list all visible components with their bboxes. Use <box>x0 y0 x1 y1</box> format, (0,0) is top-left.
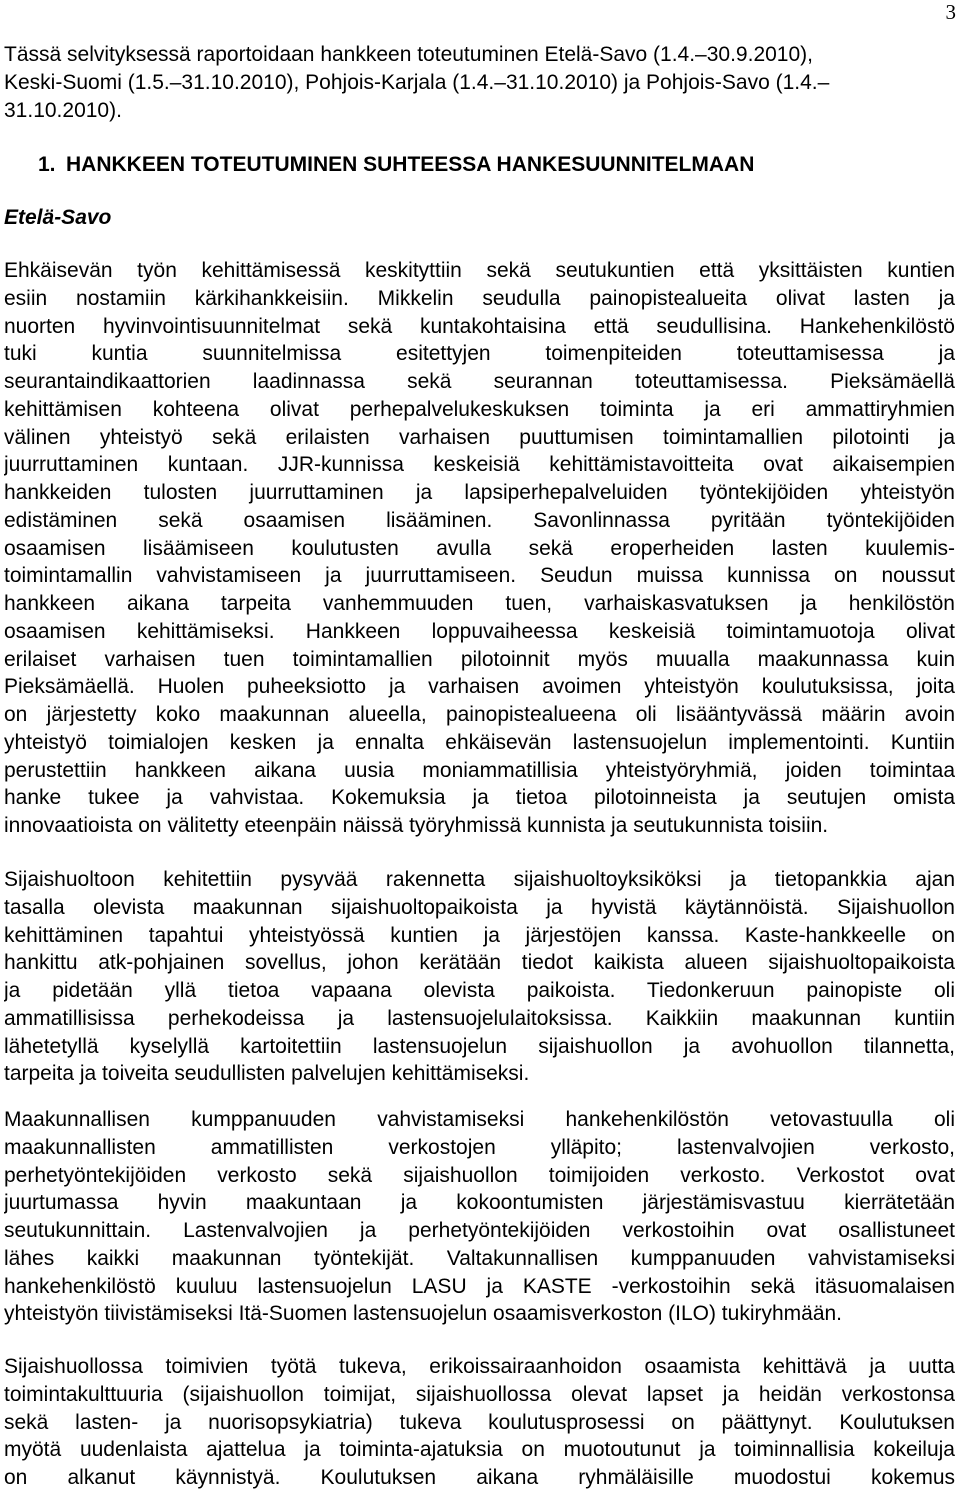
text-line: yhteistyö toimialojen kesken ja ennalta ehkäisevän lastensuojelun implementointi. Kuntiin <box>4 730 955 754</box>
paragraph <box>4 1353 955 1492</box>
text-line: ja pidetään yllä tietoa vapaana olevista paikoista. Tiedonkeruun painopiste oli <box>4 979 955 1002</box>
text-line: esiin nostamiin kärkihankkeisiin. Mikkelin seudulla painopistealueita olivat lasten ja <box>4 286 955 310</box>
text-line: lähes kaikki maakunnan työntekijät. Valtakunnallisen kumppanuuden vahvistamiseksi <box>4 1246 955 1270</box>
text-line: lähetetyllä kyselyllä kartoitettiin lastensuojelun sijaishuollon ja avohuollon tilannetta, <box>4 1034 955 1058</box>
subheading: Etelä-Savo <box>4 206 112 229</box>
text-line: edistäminen sekä osaamisen lisääminen. Savonlinnassa pyritään työntekijöiden <box>4 508 955 532</box>
text-line: hankkeen aikana tarpeita vanhemmuuden tuen, varhaiskasvatuksen ja henkilöstön <box>4 592 955 615</box>
text-line: myötä uudenlaista ajattelua ja toiminta-ajatuksia on muotoutunut ja toiminnallisia kokeiluja <box>4 1438 955 1462</box>
text-line: erilaiset varhaisen tuen toimintamallien pilotoinnit myös muualla maakunnassa kuin <box>4 647 955 671</box>
text-line: Ehkäisevän työn kehittämisessä keskityttiin sekä seutukuntien että yksittäisten kuntien <box>4 259 955 282</box>
text-line: hankkeiden tulosten juurruttaminen ja lapsiperhepalveluiden työntekijöiden yhteistyön <box>4 481 955 504</box>
text-line: maakunnallisten ammatillisten verkostojen ylläpito; lastenvalvojien verkosto, <box>4 1135 955 1159</box>
text-line: nuorten hyvinvointisuunnitelmat sekä kuntakohtaisina että seudullisina. Hankehenkilöstö <box>4 314 955 338</box>
text-line: toimintakulttuuria (sijaishuollon toimijat, sijaishuollossa olevat lapset ja heidän verkostonsa <box>4 1382 955 1406</box>
text-line: Pieksämäellä. Huolen puheeksiotto ja varhaisen avoimen yhteistyön koulutuksissa, joita <box>4 675 955 699</box>
text-line: perustettiin hankkeen aikana uusia moniammatillisia yhteistyöryhmiä, joiden toimintaa <box>4 758 955 782</box>
text-line: kehittäminen tapahtui yhteistyössä kuntien ja järjestöjen kanssa. Kaste-hankkeelle on <box>4 923 955 947</box>
text-line: osaamisen kehittämiseksi. Hankkeen loppuvaiheessa keskeisiä toimintamuotoja olivat <box>4 619 955 643</box>
section-title: HANKKEEN TOTEUTUMINEN SUHTEESSA HANKESUUNNITELMAAN <box>66 153 755 176</box>
text-line: hankittu atk-pohjainen sovellus, johon kerätään tiedot kaikista alueen sijaishuoltopaikoista <box>4 951 955 975</box>
text-line: seutukunnittain. Lastenvalvojien ja perhetyöntekijöiden verkostoihin ovat osallistuneet <box>4 1219 955 1242</box>
text-line: juurtumassa hyvin maakuntaan ja kokoontumisten järjestämisvastuu kierrätetään <box>4 1191 955 1215</box>
text-line: yhteistyön tiivistämiseksi Itä-Suomen lastensuojelun osaamisverkoston (ILO) tukiryhmään. <box>4 1302 843 1326</box>
text-line: Keski-Suomi (1.5.–31.10.2010), Pohjois-Karjala (1.4.–31.10.2010) ja Pohjois-Savo (1.4.– <box>4 70 830 94</box>
text-line: Sijaishuollossa toimivien työtä tukeva, erikoissairaanhoidon osaamista kehittävä ja uutta <box>4 1355 955 1378</box>
text-line: toimintamallin vahvistamiseen ja juurruttamiseen. Seudun muissa kunnissa on noussut <box>4 564 955 588</box>
text-line: sekä lasten- ja nuorisopsykiatria) tukeva koulutusprosessi on päättynyt. Koulutuksen <box>4 1410 955 1434</box>
text-line: juurruttaminen kuntaan. JJR-kunnissa keskeisiä kehittämistavoitteita ovat aikaisempien <box>4 453 955 477</box>
text-line: kehittämisen kohteena olivat perhepalvelukeskuksen toiminta ja eri ammattiryhmien <box>4 397 955 421</box>
text-line: on järjestetty koko maakunnan alueella, painopistealueena oli lisääntyvässä määrin avoin <box>4 703 955 726</box>
text-line: Sijaishuoltoon kehitettiin pysyvää rakennetta sijaishuoltoyksiköksi ja tietopankkia ajan <box>4 868 955 891</box>
text-line: seurantaindikaattorien laadinnassa sekä seurannan toteuttamisessa. Pieksämäellä <box>4 370 955 393</box>
text-line: ammatillisissa perhekodeissa ja lastensuojelulaitoksissa. Kaikkiin maakunnan kuntiin <box>4 1006 955 1030</box>
text-line: välinen yhteistyö sekä erilaisten varhaisen puuttumisen toimintamallien pilotointi ja <box>4 425 955 449</box>
text-line: tasalla olevista maakunnan sijaishuoltopaikoista ja hyvistä käytännöistä. Sijaishuollon <box>4 895 955 919</box>
paragraph <box>4 866 955 1088</box>
text-line: hankehenkilöstö kuuluu lastensuojelun LASU ja KASTE -verkostoihin sekä itäsuomalaisen <box>4 1274 955 1298</box>
intro-paragraph <box>4 41 955 124</box>
text-line: tarpeita ja toiveita seudullisten palvelujen kehittämiseksi. <box>4 1062 530 1086</box>
text-line: Maakunnallisen kumppanuuden vahvistamiseksi hankehenkilöstön vetovastuulla oli <box>4 1108 955 1131</box>
section-number: 1. <box>38 153 56 176</box>
page-number: 3 <box>945 0 956 24</box>
text-line: hanke tukee ja vahvistaa. Kokemuksia ja tietoa pilotoinneista ja seutujen omista <box>4 786 955 810</box>
text-line: perhetyöntekijöiden verkosto sekä sijaishuollon toimijoiden verkosto. Verkostot ovat <box>4 1163 955 1187</box>
paragraph <box>4 257 955 840</box>
text-line: innovaatioista on välitetty eteenpäin näissä työryhmissä kunnista ja seutukunnista toisiin. <box>4 814 829 837</box>
text-line: tuki kuntia suunnitelmissa esitettyjen toimenpiteiden toteuttamisessa ja <box>4 342 955 366</box>
text-line: osaamisen lisäämiseen koulutusten avulla sekä eroperheiden lasten kuulemis- <box>4 536 955 560</box>
text-line: on alkanut käynnistyä. Koulutuksen aikana ryhmäläisille muodostui kokemus <box>4 1466 955 1489</box>
text-line: 31.10.2010). <box>4 98 122 122</box>
text-line: Tässä selvityksessä raportoidaan hankkeen toteutuminen Etelä-Savo (1.4.–30.9.2010), <box>4 43 813 66</box>
paragraph <box>4 1106 955 1328</box>
section-heading <box>38 151 754 179</box>
